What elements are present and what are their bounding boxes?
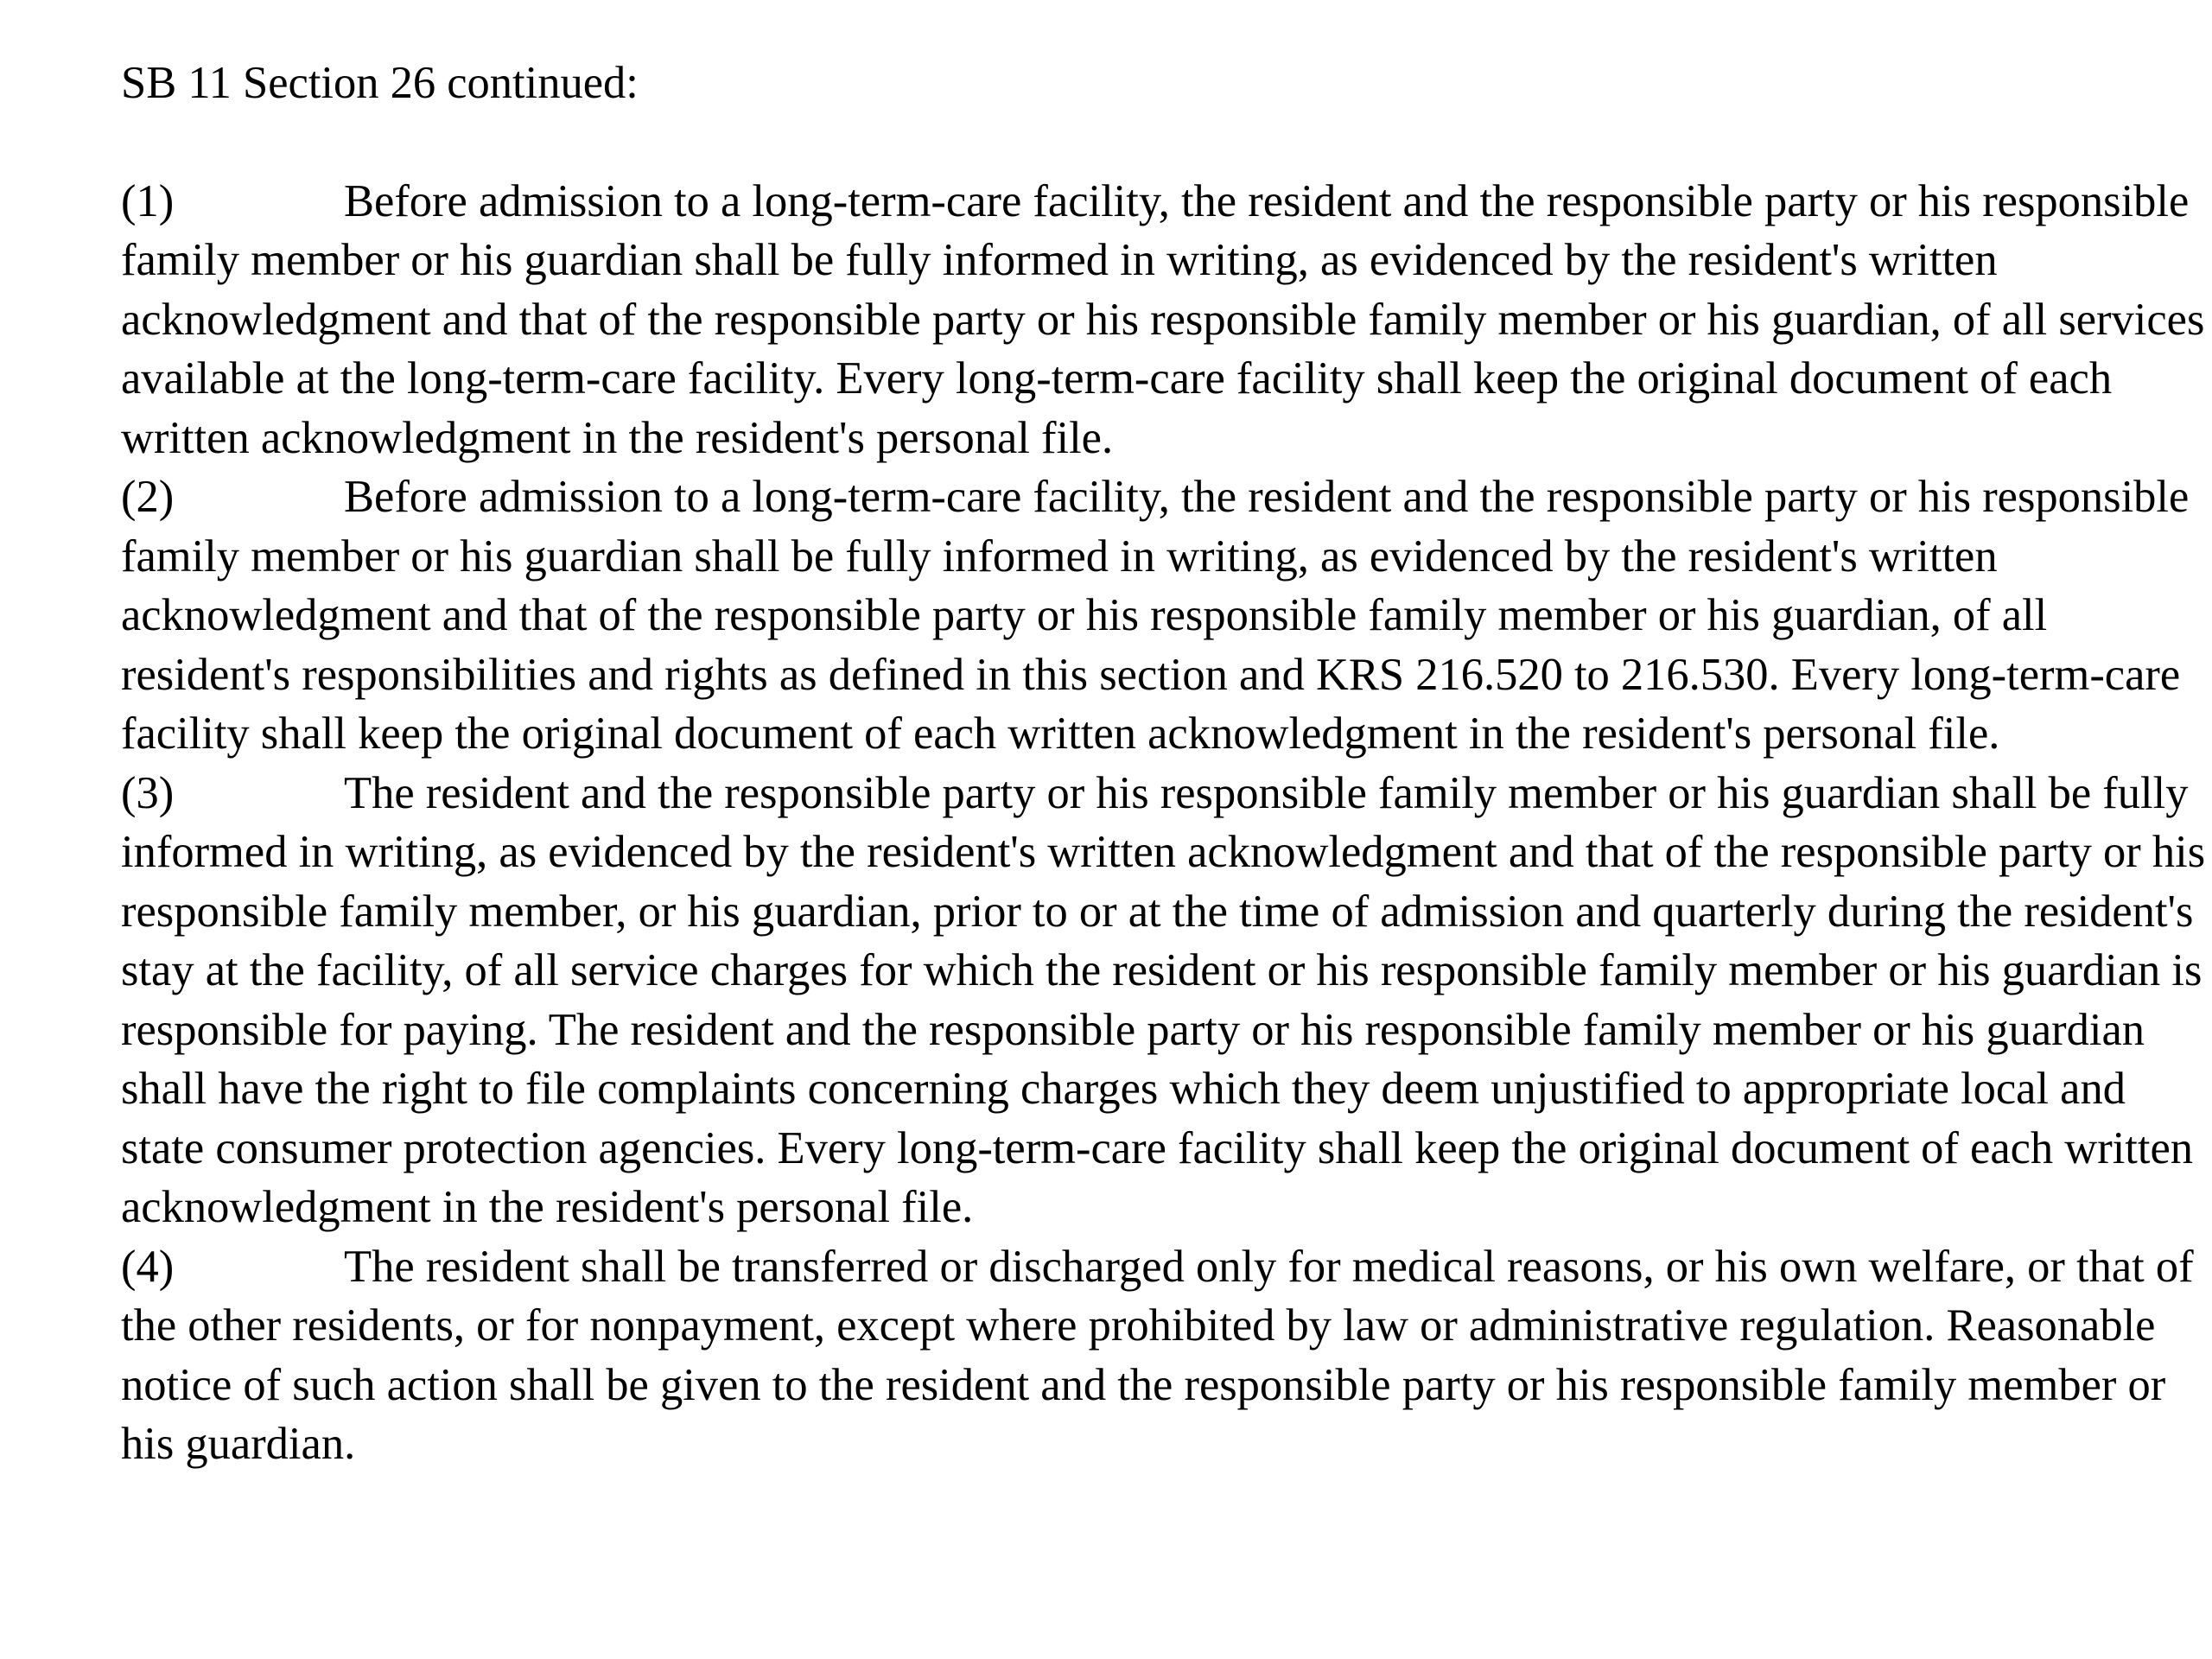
paragraph-4-number: (4)	[121, 1241, 175, 1292]
paragraph-3-number: (3)	[121, 767, 175, 818]
document-heading: SB 11 Section 26 continued:	[121, 58, 639, 108]
paragraph-1-number: (1)	[121, 175, 175, 226]
paragraph-2-text: Before admission to a long-term-care facility, the resident and the responsible party or his responsible family member or his guardian shall be fully informed in writing, as evidenced by the resident's written acknowledgment and that of the responsible party or his responsible family member or his guardian, of all resident's responsibilities and rights as defined in this section and KRS 216.520 to 216.530. Every long-term-care facility shall keep the original document of each written acknowledgment in the resident's personal file.	[121, 472, 2190, 759]
paragraph-4	[121, 1237, 2208, 1474]
document-page	[121, 54, 2208, 1474]
paragraph-2-number: (2)	[121, 472, 175, 522]
paragraph-2	[121, 467, 2208, 764]
paragraph-3-text: The resident and the responsible party or his responsible family member or his guardian shall be fully informed in writing, as evidenced by the resident's written acknowledgment and that of the responsible party or his responsible family member, or his guardian, prior to or at the time of admission and quarterly during the resident's stay at the facility, of all service charges for which the resident or his responsible family member or his guardian is responsible for paying. The resident and the responsible party or his responsible family member or his guardian shall have the right to file complaints concerning charges which they deem unjustified to appropriate local and state consumer protection agencies. Every long-term-care facility shall keep the original document of each written acknowledgment in the resident's personal file.	[121, 767, 2206, 1232]
paragraph-1-text: Before admission to a long-term-care facility, the resident and the responsible party or his responsible family member or his guardian shall be fully informed in writing, as evidenced by the resident's written acknowledgment and that of the responsible party or his responsible family member or his guardian, of all services available at the long-term-care facility. Every long-term-care facility shall keep the original document of each written acknowledgment in the resident's personal file.	[121, 175, 2205, 463]
paragraph-3	[121, 764, 2208, 1237]
paragraph-1	[121, 172, 2208, 468]
paragraph-4-text: The resident shall be transferred or discharged only for medical reasons, or his own welfare, or that of the other residents, or for nonpayment, except where prohibited by law or administrative regulation. Reasonable notice of such action shall be given to the resident and the responsible party or his responsible family member or his guardian.	[121, 1241, 2194, 1469]
